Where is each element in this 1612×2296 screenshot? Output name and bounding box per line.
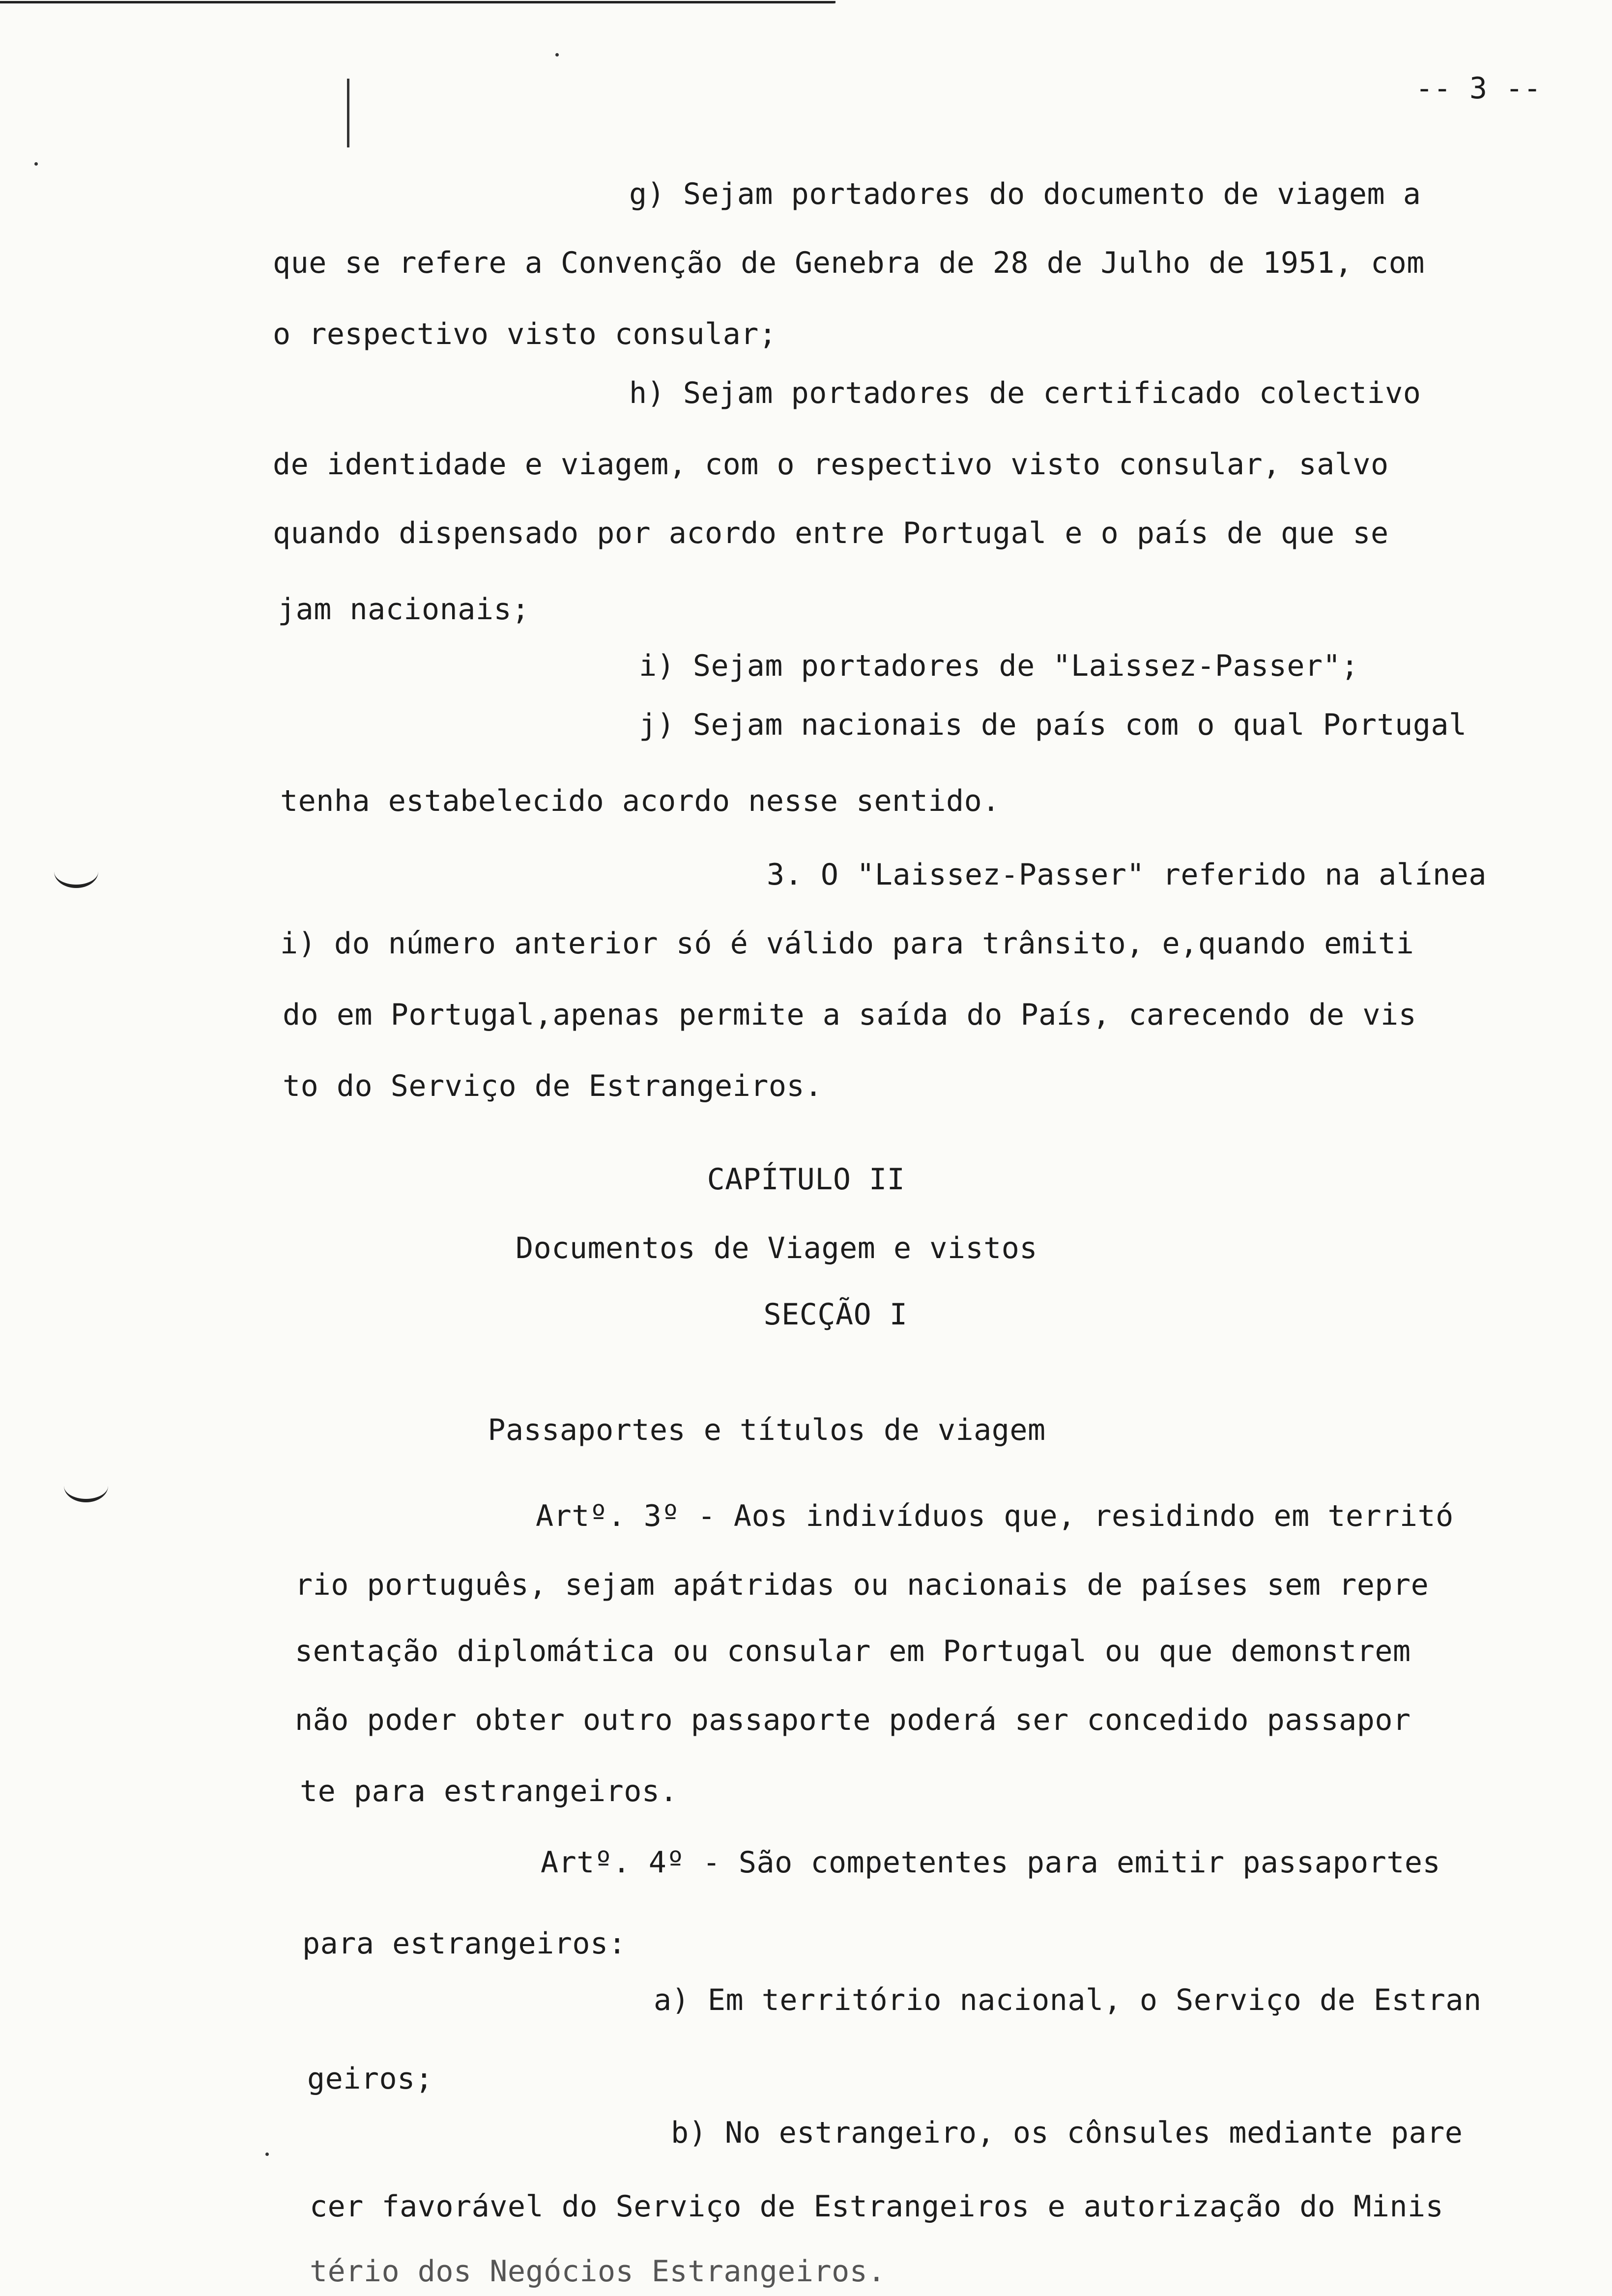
text-line-23: te para estrangeiros. <box>300 1774 678 1808</box>
text-line-7: jam nacionais; <box>278 592 530 627</box>
text-line-28: b) No estrangeiro, os cônsules mediante pare <box>671 2116 1463 2150</box>
text-line-27: geiros; <box>307 2062 433 2096</box>
page-number: -- 3 -- <box>1415 71 1542 106</box>
text-line-25: para estrangeiros: <box>302 1926 627 1961</box>
text-line-4: h) Sejam portadores de certificado colectivo <box>629 376 1421 410</box>
text-line-13: do em Portugal,apenas permite a saída do País, carecendo de vis <box>283 998 1417 1032</box>
text-line-3: o respectivo visto consular; <box>273 317 777 351</box>
chapter-heading: CAPÍTULO II <box>707 1162 905 1197</box>
text-line-26: a) Em território nacional, o Serviço de Estran <box>654 1983 1482 2017</box>
text-line-22: não poder obter outro passaporte poderá ser concedido passapor <box>295 1703 1411 1737</box>
speck <box>555 53 559 57</box>
text-line-14: to do Serviço de Estrangeiros. <box>283 1069 823 1103</box>
text-line-11: 3. O "Laissez-Passer" referido na alínea <box>767 858 1487 892</box>
chapter-subtitle: Documentos de Viagem e vistos <box>515 1231 1038 1265</box>
margin-mark <box>347 79 349 147</box>
text-line-10: tenha estabelecido acordo nesse sentido. <box>280 784 1000 818</box>
text-line-9: j) Sejam nacionais de país com o qual Portugal <box>639 708 1467 742</box>
text-line-24: Artº. 4º - São competentes para emitir passaportes <box>541 1845 1441 1880</box>
text-line-8: i) Sejam portadores de "Laissez-Passer"; <box>639 649 1359 683</box>
section-subtitle: Passaportes e títulos de viagem <box>488 1413 1046 1447</box>
text-line-6: quando dispensado por acordo entre Portugal e o país de que se <box>273 516 1389 550</box>
speck <box>265 2152 269 2156</box>
text-line-5: de identidade e viagem, com o respectivo visto consular, salvo <box>273 447 1389 482</box>
text-line-21: sentação diplomática ou consular em Portugal ou que demonstrem <box>295 1634 1411 1668</box>
punch-hole-lower <box>64 1469 108 1502</box>
top-edge-line <box>0 1 835 6</box>
text-line-29: cer favorável do Serviço de Estrangeiros e autorização do Minis <box>310 2189 1444 2224</box>
section-heading: SECÇÃO I <box>763 1297 908 1332</box>
text-line-19: Artº. 3º - Aos indivíduos que, residindo em territó <box>536 1499 1454 1533</box>
speck <box>34 162 38 166</box>
text-line-1: g) Sejam portadores do documento de viagem a <box>629 177 1421 211</box>
text-line-20: rio português, sejam apátridas ou nacionais de países sem repre <box>295 1568 1429 1602</box>
punch-hole-upper <box>54 855 98 888</box>
text-line-12: i) do número anterior só é válido para trânsito, e,quando emiti <box>280 926 1414 961</box>
text-line-30: tério dos Negócios Estrangeiros. <box>310 2254 886 2289</box>
text-line-2: que se refere a Convenção de Genebra de 28 de Julho de 1951, com <box>273 246 1425 280</box>
